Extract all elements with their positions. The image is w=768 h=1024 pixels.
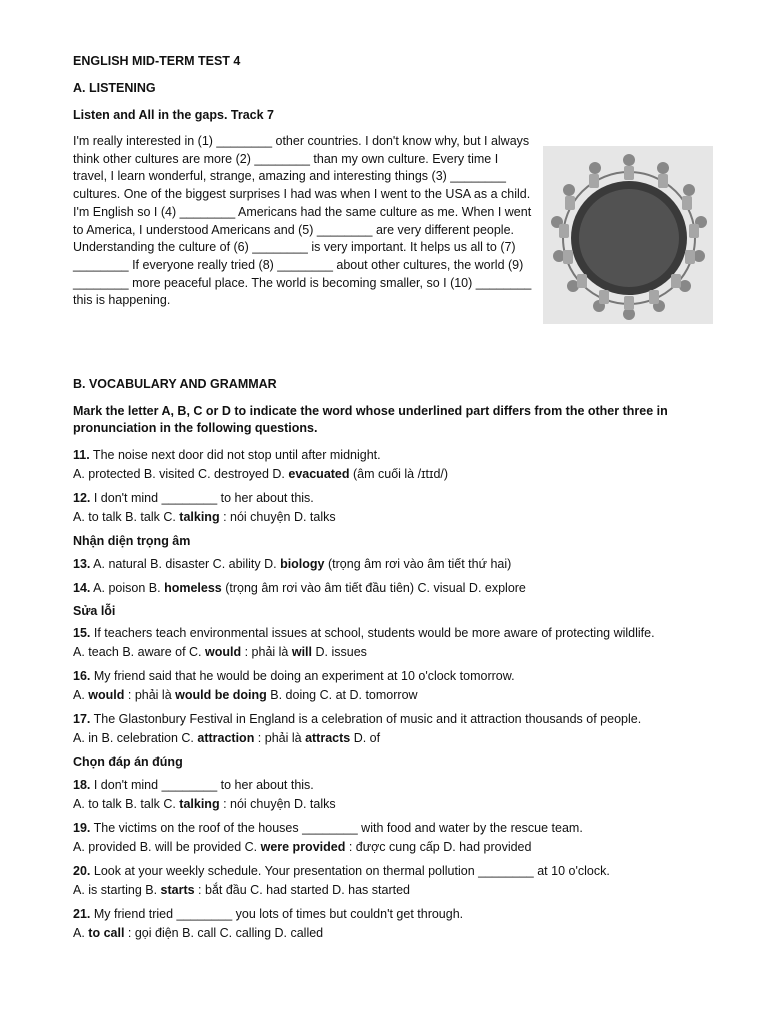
question-number: 18. [73, 778, 91, 792]
question-text: My friend said that he would be doing an experiment at 10 o'clock tomorrow. [90, 669, 515, 683]
question-options: A. would : phải là would be doing B. doing C. at D. tomorrow [73, 688, 418, 702]
question-number: 12. [73, 491, 91, 505]
question-options: 13. A. natural B. disaster C. ability D. biology (trọng âm rơi vào âm tiết thứ hai) [73, 557, 512, 571]
question-21 [73, 905, 733, 943]
stress-heading: Nhận diện trọng âm [73, 534, 191, 548]
question-number: 11. [73, 448, 90, 462]
question-text: Look at your weekly schedule. Your presentation on thermal pollution ________ at 10 o'clock. [90, 864, 610, 878]
question-options: A. teach B. aware of C. would : phải là will D. issues [73, 645, 367, 659]
question-options: A. to talk B. talk C. talking : nói chuyện D. talks [73, 510, 336, 524]
section-a-instruction: Listen and All in the gaps. Track 7 [73, 108, 274, 122]
question-number: 15. [73, 626, 91, 640]
question-number: 21. [73, 907, 91, 921]
question-number: 17. [73, 712, 91, 726]
question-options: A. provided B. will be provided C. were provided : được cung cấp D. had provided [73, 840, 532, 854]
question-text: The noise next door did not stop until after midnight. [89, 448, 381, 462]
question-options: A. protected B. visited C. destroyed D. evacuated (âm cuối là /ɪtɪd/) [73, 467, 449, 481]
question-19 [73, 819, 733, 857]
listening-passage: I'm really interested in (1) ________ other countries. I don't know why, but I always think other cultures are more (2) ________ than my own culture. Every time I travel, I learn wonderful, strange, amazing and interesting things (3) ________ cultures. One of the biggest surprises I had was when I went to the USA as a child. I'm English so I (4) ________ Americans had the same culture as me. When I went to America, I understood Americans and (5) ________ are very different people. Understanding the culture of (6) ________ is very important. It helps us all to (7) ________ If everyone really tried (8) ________ about other cultures, the world (9) ________ more peaceful place. The world is becoming smaller, so I (10) ________ this is happening. [73, 134, 532, 308]
question-11 [73, 446, 733, 484]
question-text: The victims on the roof of the houses ________ with food and water by the rescue team. [90, 821, 583, 835]
question-17 [73, 710, 733, 748]
question-13 [73, 555, 733, 574]
question-text: My friend tried ________ you lots of times but couldn't get through. [90, 907, 464, 921]
question-number: 20. [73, 864, 91, 878]
error-heading: Sửa lỗi [73, 604, 116, 618]
question-options: A. in B. celebration C. attraction : phải là attracts D. of [73, 731, 381, 745]
children-holding-hands-around-globe-image [543, 146, 713, 324]
question-text: If teachers teach environmental issues at school, students would be more aware of protecting wildlife. [90, 626, 655, 640]
question-options: 14. A. poison B. homeless (trọng âm rơi vào âm tiết đầu tiên) C. visual D. explore [73, 581, 526, 595]
question-20 [73, 862, 733, 900]
question-18 [73, 776, 733, 814]
question-text: The Glastonbury Festival in England is a celebration of music and it attraction thousands of people. [90, 712, 642, 726]
question-16 [73, 667, 733, 705]
question-15 [73, 624, 733, 662]
question-text: I don't mind ________ to her about this. [90, 491, 314, 505]
section-b-instruction: Mark the letter A, B, C or D to indicate the word whose underlined part differs from the other three in pronunciation in the following questions. [73, 404, 668, 435]
question-number: 19. [73, 821, 91, 835]
question-text: I don't mind ________ to her about this. [90, 778, 314, 792]
question-number: 16. [73, 669, 91, 683]
question-options: A. is starting B. starts : bắt đầu C. had started D. has started [73, 883, 410, 897]
section-a-heading: A. LISTENING [73, 81, 156, 95]
question-14 [73, 579, 733, 598]
test-title: ENGLISH MID-TERM TEST 4 [73, 54, 241, 68]
section-b-heading: B. VOCABULARY AND GRAMMAR [73, 377, 277, 391]
question-options: A. to call : gọi điện B. call C. calling D. called [73, 926, 324, 940]
question-12 [73, 489, 733, 527]
question-options: A. to talk B. talk C. talking : nói chuyện D. talks [73, 797, 336, 811]
answer-heading: Chọn đáp án đúng [73, 755, 183, 769]
